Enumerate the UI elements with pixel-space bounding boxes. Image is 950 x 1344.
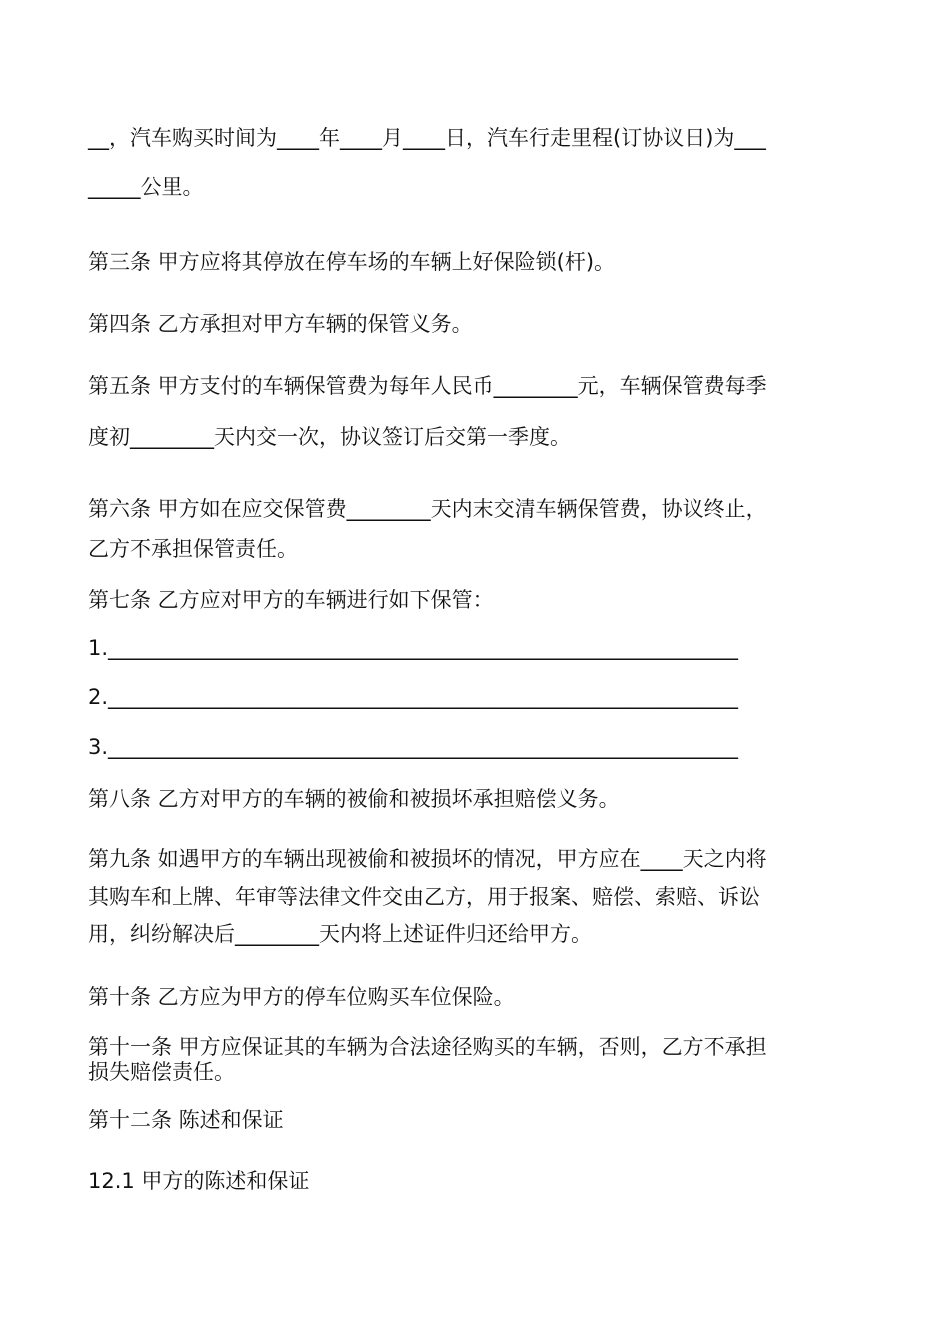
text-line: 乙方不承担保管责任。 [88, 537, 298, 561]
article-5: 第五条 甲方支付的车辆保管费为每年人民币________元，车辆保管费每季 [88, 374, 767, 398]
blank-item-3: 3.____________________________________________________________ [88, 735, 739, 759]
article-11: 第十一条 甲方应保证其的车辆为合法途径购买的车辆，否则，乙方不承担 [88, 1035, 767, 1059]
article-12-heading: 第十二条 陈述和保证 [88, 1108, 284, 1132]
article-10: 第十条 乙方应为甲方的停车位购买车位保险。 [88, 985, 515, 1009]
text-line: __，汽车购买时间为____年____月____日，汽车行走里程(订协议日)为___ [88, 126, 766, 150]
blank-item-1: 1.____________________________________________________________ [88, 636, 739, 660]
article-7: 第七条 乙方应对甲方的车辆进行如下保管： [88, 588, 494, 612]
article-3: 第三条 甲方应将其停放在停车场的车辆上好保险锁(杆)。 [88, 250, 616, 274]
article-4: 第四条 乙方承担对甲方车辆的保管义务。 [88, 312, 473, 336]
blank-item-2: 2.____________________________________________________________ [88, 685, 739, 709]
text-line: 用，纠纷解决后________天内将上述证件归还给甲方。 [88, 922, 592, 946]
article-6: 第六条 甲方如在应交保管费________天内末交清车辆保管费，协议终止， [88, 497, 767, 521]
text-line: 度初________天内交一次，协议签订后交第一季度。 [88, 425, 571, 449]
text-line: 其购车和上牌、年审等法律文件交由乙方，用于报案、赔偿、索赔、诉讼 [88, 885, 760, 909]
text-line: 损失赔偿责任。 [88, 1060, 235, 1084]
text-line: _____公里。 [88, 175, 204, 199]
section-12-1-heading: 12.1 甲方的陈述和保证 [88, 1169, 310, 1193]
article-8: 第八条 乙方对甲方的车辆的被偷和被损坏承担赔偿义务。 [88, 787, 620, 811]
article-9: 第九条 如遇甲方的车辆出现被偷和被损坏的情况，甲方应在____天之内将 [88, 847, 767, 871]
